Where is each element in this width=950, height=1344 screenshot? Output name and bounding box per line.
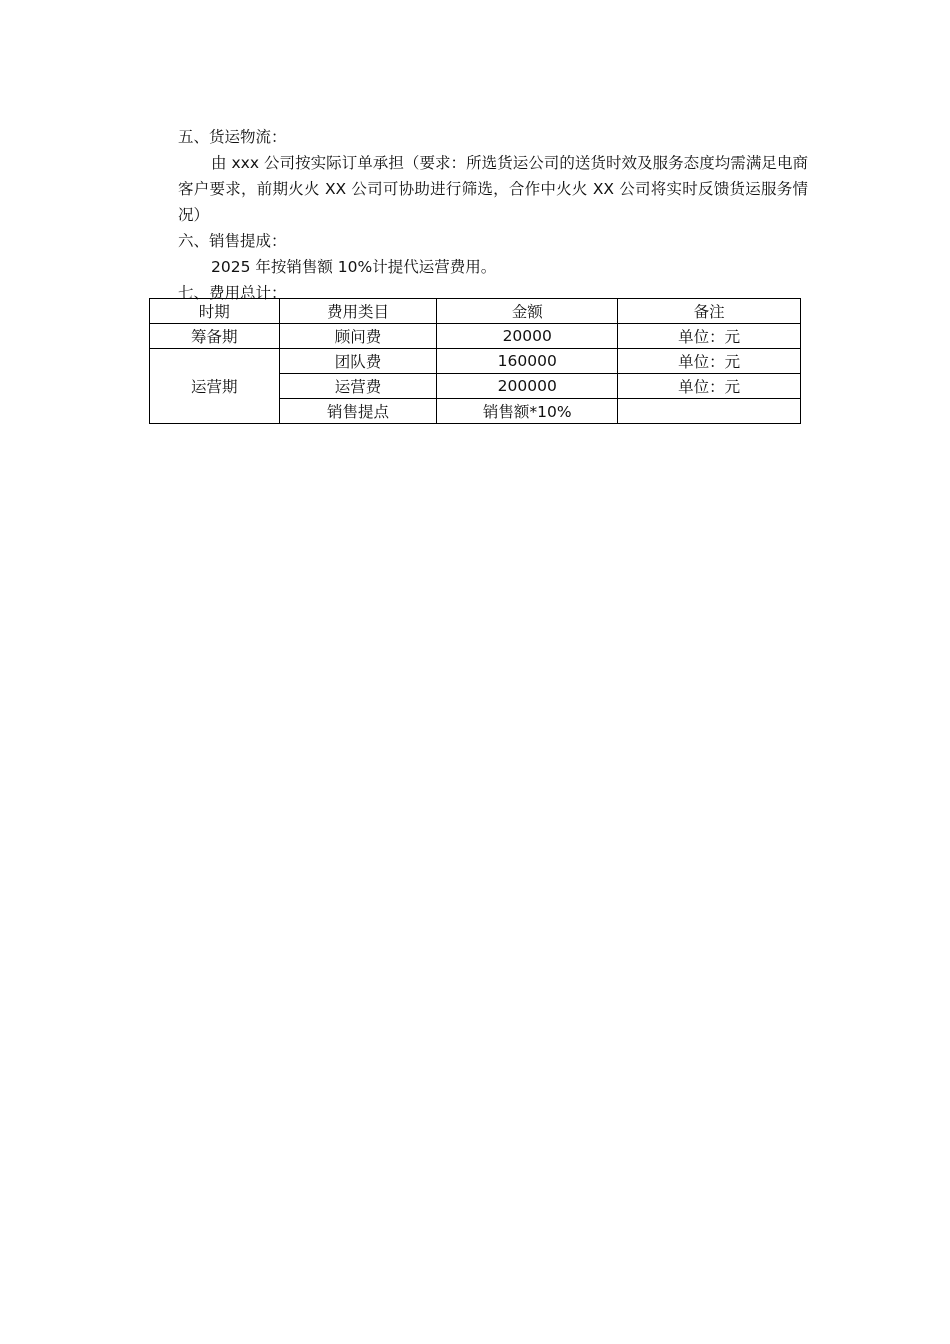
- amount-cell: 销售额*10%: [437, 399, 618, 424]
- logistics-heading: 五、货运物流：: [178, 128, 287, 146]
- period-cell-prep: 筹备期: [150, 324, 280, 349]
- header-note: 备注: [618, 299, 801, 324]
- cost-summary-table: [149, 298, 801, 424]
- note-cell: 单位：元: [618, 374, 801, 399]
- note-cell: [618, 399, 801, 424]
- category-cell: 销售提点: [279, 399, 437, 424]
- category-cell: 运营费: [279, 374, 437, 399]
- logistics-paragraph: 由 xxx 公司按实际订单承担（要求：所选货运公司的送货时效及服务态度均需满足电商客户要求，前期火火 XX 公司可协助进行筛选，合作中火火 XX 公司将实时反馈货运服务情况）: [178, 154, 808, 224]
- header-period: 时期: [150, 299, 280, 324]
- amount-cell: 200000: [437, 374, 618, 399]
- header-amount: 金额: [437, 299, 618, 324]
- total-heading: 七、费用总计：: [178, 284, 287, 302]
- note-cell: 单位：元: [618, 349, 801, 374]
- category-cell: 顾问费: [279, 324, 437, 349]
- table-row: [150, 349, 801, 374]
- table-header-row: [150, 299, 801, 324]
- commission-heading: 六、销售提成：: [178, 232, 287, 250]
- amount-cell: 160000: [437, 349, 618, 374]
- header-category: 费用类目: [279, 299, 437, 324]
- period-cell-operation: 运营期: [150, 349, 280, 424]
- amount-cell: 20000: [437, 324, 618, 349]
- note-cell: 单位：元: [618, 324, 801, 349]
- document-body: [178, 124, 808, 306]
- commission-paragraph: 2025 年按销售额 10%计提代运营费用。: [211, 258, 497, 276]
- table-row: [150, 324, 801, 349]
- category-cell: 团队费: [279, 349, 437, 374]
